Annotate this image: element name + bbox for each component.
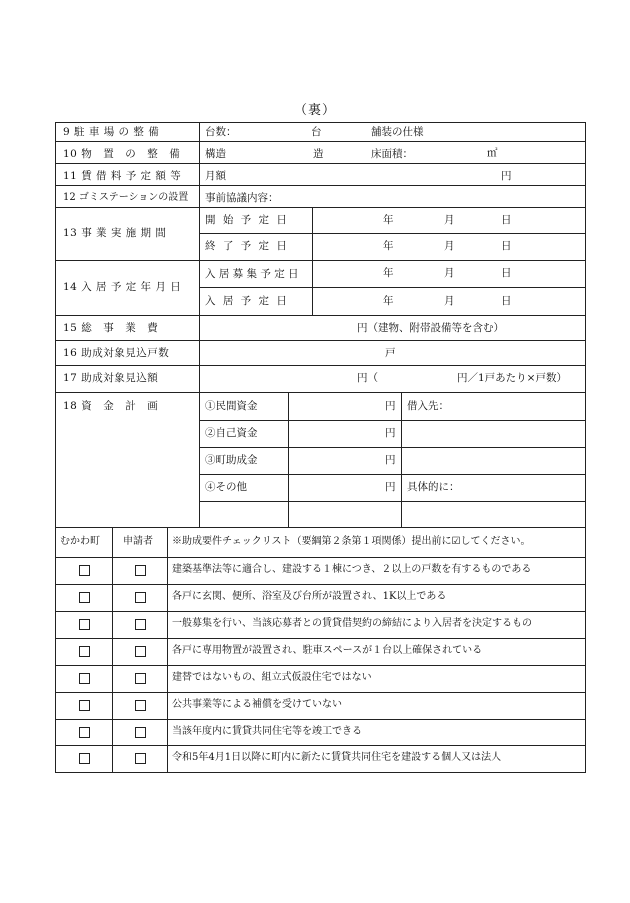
paving-spec-label: 舗装の仕様	[371, 126, 424, 138]
row-divider	[55, 163, 585, 164]
start-date-label: 開 始 予 定 日	[205, 214, 289, 226]
year-unit: 年	[383, 295, 394, 307]
yen-unit: 円	[385, 400, 396, 412]
town-checkbox[interactable]	[79, 727, 90, 738]
applicant-checkbox[interactable]	[135, 592, 146, 603]
label-move-in-date: 14 入 居 予 定 年 月 日	[63, 281, 182, 293]
day-unit: 日	[501, 295, 512, 307]
month-unit: 月	[444, 214, 455, 226]
end-date-label: 終 了 予 定 日	[205, 240, 289, 252]
row-divider	[55, 719, 585, 720]
town-checkbox[interactable]	[79, 565, 90, 576]
requirement-item: 各戸に玄関、便所、浴室及び台所が設置され、1K以上である	[172, 591, 447, 602]
label-funding-plan: 18 資 金 計 画	[63, 400, 159, 412]
page-title: （裏）	[293, 103, 336, 118]
column-divider	[312, 207, 313, 315]
column-divider	[112, 527, 113, 772]
checklist-heading: ※助成要件チェックリスト（要綱第２条第１項関係）提出前に☑してください。	[172, 536, 531, 547]
day-unit: 日	[501, 214, 512, 226]
requirement-item: 各戸に専用物置が設置され、駐車スペースが１台以上確保されている	[172, 645, 483, 656]
row-divider	[55, 365, 585, 366]
year-unit: 年	[383, 240, 394, 252]
label-total-cost: 15 総 事 業 費	[63, 322, 159, 334]
monthly-rent-label: 月額	[205, 170, 226, 182]
yen-unit: 円	[385, 454, 396, 466]
label-subsidy-amount: 17 助成対象見込額	[63, 372, 159, 384]
applicant-checkbox[interactable]	[135, 619, 146, 630]
floor-area-unit: ㎡	[487, 147, 498, 159]
row-divider	[55, 692, 585, 693]
subrow-divider	[199, 447, 585, 448]
subrow-divider	[199, 474, 585, 475]
day-unit: 日	[501, 240, 512, 252]
label-project-period: 13 事 業 実 施 期 間	[63, 227, 167, 239]
row-divider	[55, 527, 585, 528]
applicant-checkbox[interactable]	[135, 673, 146, 684]
row-divider	[55, 315, 585, 316]
applicant-checkbox[interactable]	[135, 565, 146, 576]
applicant-checkbox[interactable]	[135, 727, 146, 738]
label-storage: 10 物 置 の 整 備	[63, 148, 181, 160]
yen-unit: 円	[385, 481, 396, 493]
subrow-divider	[199, 233, 585, 234]
storage-structure-unit: 造	[313, 148, 324, 160]
row-divider	[55, 207, 585, 208]
other-detail-label: 具体的に：	[407, 481, 460, 493]
application-form-back	[55, 122, 585, 772]
subsidy-formula: 円／1戸あたり×戸数）	[457, 372, 567, 384]
row-divider	[55, 141, 585, 142]
lender-label: 借入先：	[407, 400, 449, 412]
label-parking: 9 駐 車 場 の 整 備	[63, 126, 160, 138]
prior-consultation-label: 事前協議内容：	[205, 192, 279, 204]
row-divider	[55, 584, 585, 585]
label-subsidy-units: 16 助成対象見込戸数	[63, 347, 170, 359]
units-unit: 戸	[385, 347, 396, 359]
label-rent: 11 賃 借 料 予 定 額 等	[63, 170, 182, 182]
move-in-date-label: 入 居 予 定 日	[205, 295, 289, 307]
parking-unit: 台	[311, 126, 322, 138]
row-divider	[55, 185, 585, 186]
row-divider	[55, 611, 585, 612]
subrow-divider	[199, 501, 585, 502]
month-unit: 月	[444, 295, 455, 307]
town-checkbox[interactable]	[79, 753, 90, 764]
row-divider	[55, 392, 585, 393]
year-unit: 年	[383, 214, 394, 226]
month-unit: 月	[444, 240, 455, 252]
column-divider	[401, 392, 402, 527]
row-divider	[55, 745, 585, 746]
subrow-divider	[199, 420, 585, 421]
town-checkbox[interactable]	[79, 592, 90, 603]
yen-unit: 円	[385, 427, 396, 439]
year-unit: 年	[383, 267, 394, 279]
town-checkbox[interactable]	[79, 700, 90, 711]
requirement-item: 令和5年4月1日以降に町内に新たに賃貸共同住宅を建設する個人又は法人	[172, 752, 502, 763]
town-checkbox[interactable]	[79, 673, 90, 684]
requirement-item: 建築基準法等に適合し、建設する１棟につき、２以上の戸数を有するものである	[172, 564, 532, 575]
row-divider	[55, 665, 585, 666]
row-divider	[55, 557, 585, 558]
floor-area-label: 床面積：	[371, 148, 413, 160]
row-divider	[55, 638, 585, 639]
column-divider	[288, 392, 289, 527]
applicant-checkbox[interactable]	[135, 700, 146, 711]
funding-item: ③町助成金	[205, 454, 258, 466]
requirement-item: 公共事業等による補償を受けていない	[172, 699, 342, 710]
label-garbage-station: 12 ゴミステーションの設置	[63, 192, 189, 203]
column-divider	[199, 122, 200, 527]
funding-item: ④その他	[205, 481, 247, 493]
town-checkbox[interactable]	[79, 646, 90, 657]
recruitment-date-label: 入 居 募 集 予 定 日	[205, 268, 299, 280]
row-divider	[55, 340, 585, 341]
rent-unit: 円	[501, 170, 512, 182]
requirement-item: 建替ではないもの、組立式仮設住宅ではない	[172, 672, 372, 683]
applicant-checkbox[interactable]	[135, 753, 146, 764]
storage-structure-label: 構造	[205, 148, 226, 160]
row-divider	[55, 260, 585, 261]
month-unit: 月	[444, 267, 455, 279]
funding-item: ②自己資金	[205, 427, 258, 439]
requirement-item: 当該年度内に賃貸共同住宅等を竣工できる	[172, 726, 362, 737]
funding-item: ①民間資金	[205, 400, 258, 412]
total-cost-unit: 円（建物、附帯設備等を含む）	[357, 322, 504, 334]
town-checkbox[interactable]	[79, 619, 90, 630]
applicant-checkbox[interactable]	[135, 646, 146, 657]
parking-count-label: 台数：	[205, 126, 237, 138]
day-unit: 日	[501, 267, 512, 279]
column-divider	[167, 527, 168, 772]
subrow-divider	[199, 287, 585, 288]
col-town: むかわ町	[60, 536, 100, 547]
subsidy-amount-unit: 円（	[357, 372, 378, 384]
col-applicant: 申請者	[123, 536, 153, 547]
requirement-item: 一般募集を行い、当該応募者との賃貸借契約の締結により入居者を決定するもの	[172, 618, 532, 629]
